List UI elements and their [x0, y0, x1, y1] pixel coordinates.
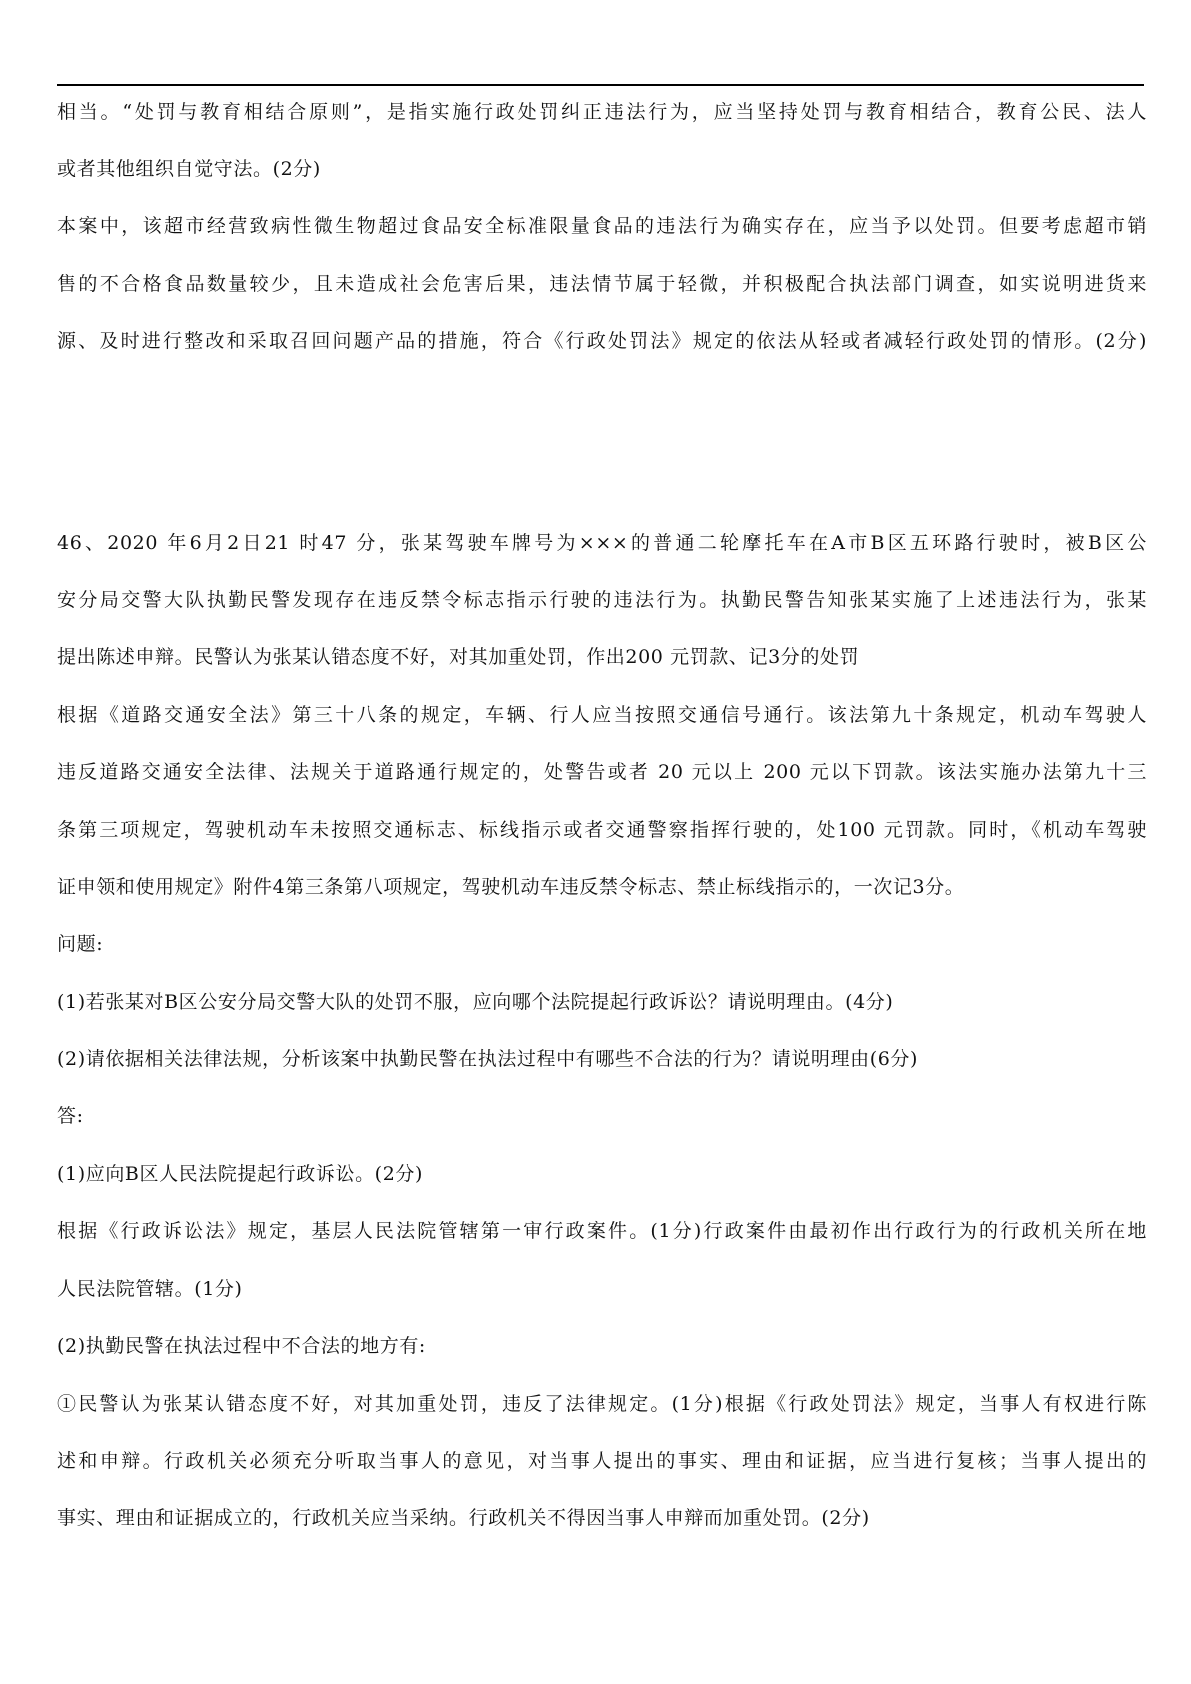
text-line: 46、2020 年6月2日21 时47 分，张某驾驶车牌号为×××的普通二轮摩托车在A市B区五环路行驶时，被B区公 [57, 532, 1147, 554]
text-line: 违反道路交通安全法律、法规关于道路通行规定的，处警告或者 20 元以上 200 元以下罚款。该法实施办法第九十三 [57, 761, 1147, 783]
text-line: (2)执勤民警在执法过程中不合法的地方有: [57, 1335, 426, 1357]
text-line: 本案中，该超市经营致病性微生物超过食品安全标准限量食品的违法行为确实存在，应当予以处罚。但要考虑超市销 [57, 215, 1147, 237]
text-line: 条第三项规定，驾驶机动车未按照交通标志、标线指示或者交通警察指挥行驶的，处100 元罚款。同时，《机动车驾驶 [57, 819, 1147, 841]
text-line: 根据《行政诉讼法》规定，基层人民法院管辖第一审行政案件。(1分)行政案件由最初作出行政行为的行政机关所在地 [57, 1220, 1147, 1242]
text-line: 事实、理由和证据成立的，行政机关应当采纳。行政机关不得因当事人申辩而加重处罚。(2分) [57, 1507, 870, 1529]
text-line: 人民法院管辖。(1分) [57, 1278, 243, 1300]
header-rule [57, 84, 1144, 86]
text-line: 安分局交警大队执勤民警发现存在违反禁令标志指示行驶的违法行为。执勤民警告知张某实施了上述违法行为，张某 [57, 589, 1147, 611]
text-line: 相当。“处罚与教育相结合原则”，是指实施行政处罚纠正违法行为，应当坚持处罚与教育相结合，教育公民、法人 [57, 101, 1147, 123]
text-line: 提出陈述申辩。民警认为张某认错态度不好，对其加重处罚，作出200 元罚款、记3分的处罚 [57, 646, 860, 668]
text-line: 述和申辩。行政机关必须充分听取当事人的意见，对当事人提出的事实、理由和证据，应当进行复核；当事人提出的 [57, 1450, 1147, 1472]
text-line: ①民警认为张某认错态度不好，对其加重处罚，违反了法律规定。(1分)根据《行政处罚法》规定，当事人有权进行陈 [57, 1393, 1147, 1415]
text-line: 根据《道路交通安全法》第三十八条的规定，车辆、行人应当按照交通信号通行。该法第九十条规定，机动车驾驶人 [57, 704, 1147, 726]
text-line: 售的不合格食品数量较少，且未造成社会危害后果，违法情节属于轻微，并积极配合执法部门调查，如实说明进货来 [57, 273, 1147, 295]
text-line: (1)若张某对B区公安分局交警大队的处罚不服，应向哪个法院提起行政诉讼？请说明理由。(4分) [57, 991, 894, 1013]
text-line: 或者其他组织自觉守法。(2分) [57, 158, 321, 180]
text-line: (2)请依据相关法律法规，分析该案中执勤民警在执法过程中有哪些不合法的行为？请说明理由(6分) [57, 1048, 919, 1070]
text-line: 源、及时进行整改和采取召回问题产品的措施，符合《行政处罚法》规定的依法从轻或者减轻行政处罚的情形。(2分) [57, 330, 1147, 352]
text-line: 问题: [57, 933, 104, 955]
text-line: 答: [57, 1105, 84, 1127]
text-line: 证申领和使用规定》附件4第三条第八项规定，驾驶机动车违反禁令标志、禁止标线指示的，一次记3分。 [57, 876, 965, 898]
text-line: (1)应向B区人民法院提起行政诉讼。(2分) [57, 1163, 423, 1185]
